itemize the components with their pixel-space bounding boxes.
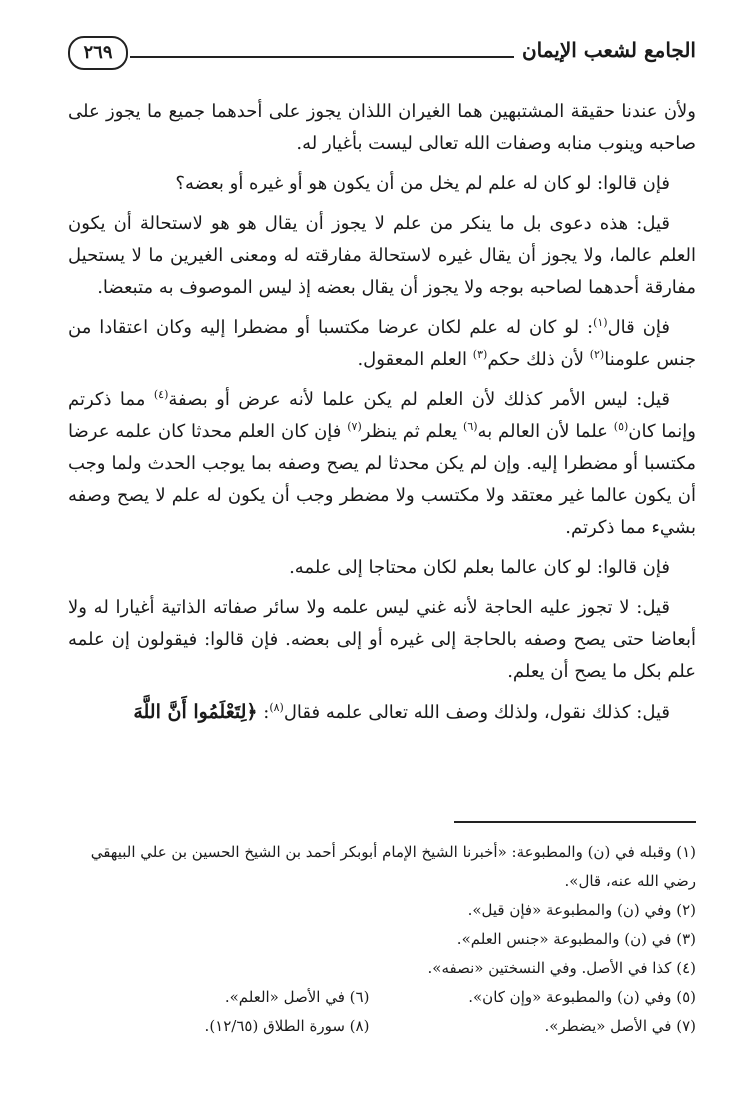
footnote-ref: (٦) xyxy=(463,420,478,433)
text-run: فإن كان العلم محدثا كان علمه عرضا مكتسبا أو مضطرا إليه. وإن لم يكن محدثا لم يصح وصفه بما يوجب الحدث ولما وجب أن يكون عالما غير معتقد ولا مكتسب ولا مضطر وجب أن يكون له علم لا يصح وصفه بشيء مما ذكرتم. xyxy=(68,421,696,538)
paragraph-4 xyxy=(68,312,696,376)
footnote-6: (٦) في الأصل «العلم». xyxy=(224,988,370,1006)
footnote-3: (٣) في (ن) والمطبوعة «جنس العلم». xyxy=(456,930,696,948)
footnote-7: (٧) في الأصل «يضطر». xyxy=(544,1017,696,1035)
paragraph-2: فإن قالوا: لو كان له علم لم يخل من أن يكون هو أو غيره أو بعضه؟ xyxy=(175,173,670,194)
footnote-ref: (٨) xyxy=(269,701,284,714)
text-run: فإن قال xyxy=(607,317,670,338)
paragraph-5 xyxy=(68,384,696,544)
text-run: قيل: ليس الأمر كذلك لأن العلم لم يكن علما لأنه عرض أو بصفة xyxy=(168,389,670,410)
text-run: مما ذكرتم وإنما كان xyxy=(68,389,696,442)
footnote-2: (٢) وفي (ن) والمطبوعة «فإن قيل». xyxy=(467,901,696,919)
footnote-ref: (٣) xyxy=(472,348,488,361)
footnote-ref: (٤) xyxy=(153,388,169,401)
footnote-ref: (٢) xyxy=(589,348,605,361)
running-title: الجامع لشعب الإيمان xyxy=(521,38,696,62)
footnote-ref: (١) xyxy=(593,316,608,329)
footnote-ref: (٧) xyxy=(347,420,362,433)
text-run: : xyxy=(257,702,270,723)
paragraph-1: ولأن عندنا حقيقة المشتبهين هما الغيران اللذان يجوز على أحدهما جميع ما يجوز على صاحبه وينوب منابه وصفات الله تعالى ليست بأغيار له. xyxy=(68,101,696,154)
paragraph-3: قيل: هذه دعوى بل ما ينكر من علم لا يجوز أن يقال هو هو لاستحالة أن يكون العلم عالما، ولا يجوز أن يقال غيره لاستحالة مفارقته له ومعنى الغيرين ما لا يستحيل مفارقة أحدهما لصاحبه بوجه ولا يجوز أن يقال بعضه إذ ليس الموصوف به متبعضا. xyxy=(68,213,696,298)
footnote-8: (٨) سورة الطلاق (١٢/٦٥). xyxy=(204,1017,370,1035)
paragraph-6: فإن قالوا: لو كان عالما بعلم لكان محتاجا إلى علمه. xyxy=(289,557,670,578)
page-number: ٢٦٩ xyxy=(68,36,128,70)
footnote-separator xyxy=(454,821,696,823)
main-text xyxy=(68,96,696,737)
quran-verse: ﴿لِتَعْلَمُوا أَنَّ اللَّهَ xyxy=(133,701,258,723)
page-header xyxy=(68,34,696,74)
footnotes xyxy=(68,838,696,1041)
footnote-4: (٤) كذا في الأصل. وفي النسختين «نصفه». xyxy=(427,959,696,977)
footnote-row xyxy=(68,1012,696,1041)
footnote-1: (١) وقبله في (ن) والمطبوعة: «أخبرنا الشيخ الإمام أبوبكر أحمد بن الشيخ الحسين بن علي البيهقي رضي الله عنه، قال». xyxy=(90,843,696,890)
text-run: العلم المعقول. xyxy=(357,349,473,370)
document-page xyxy=(68,28,696,1068)
text-run: قيل: كذلك نقول، ولذلك وصف الله تعالى علمه فقال xyxy=(283,702,670,723)
paragraph-7: قيل: لا تجوز عليه الحاجة لأنه غني ليس علمه ولا سائر صفاته الذاتية أغيارا له ولا أبعاضا حتى يصح وصفه بالحاجة إلى غيره أو إلى بعضه. فإن قالوا: فيقولون إن علمه علم بكل ما يصح أن يعلم. xyxy=(68,597,696,682)
text-run: : لو كان له علم لكان عرضا مكتسبا أو مضطرا إليه وكان اعتقادا من جنس علومنا xyxy=(68,317,696,370)
text-run: علما لأن العالم به xyxy=(477,421,614,442)
footnote-ref: (٥) xyxy=(613,420,629,433)
footnote-5: (٥) وفي (ن) والمطبوعة «وإن كان». xyxy=(468,988,696,1006)
text-run: لأن ذلك حكم xyxy=(487,349,590,370)
footnote-row xyxy=(68,983,696,1012)
paragraph-8 xyxy=(68,696,696,729)
text-run: يعلم ثم ينظر xyxy=(361,421,464,442)
header-rule xyxy=(130,56,514,58)
